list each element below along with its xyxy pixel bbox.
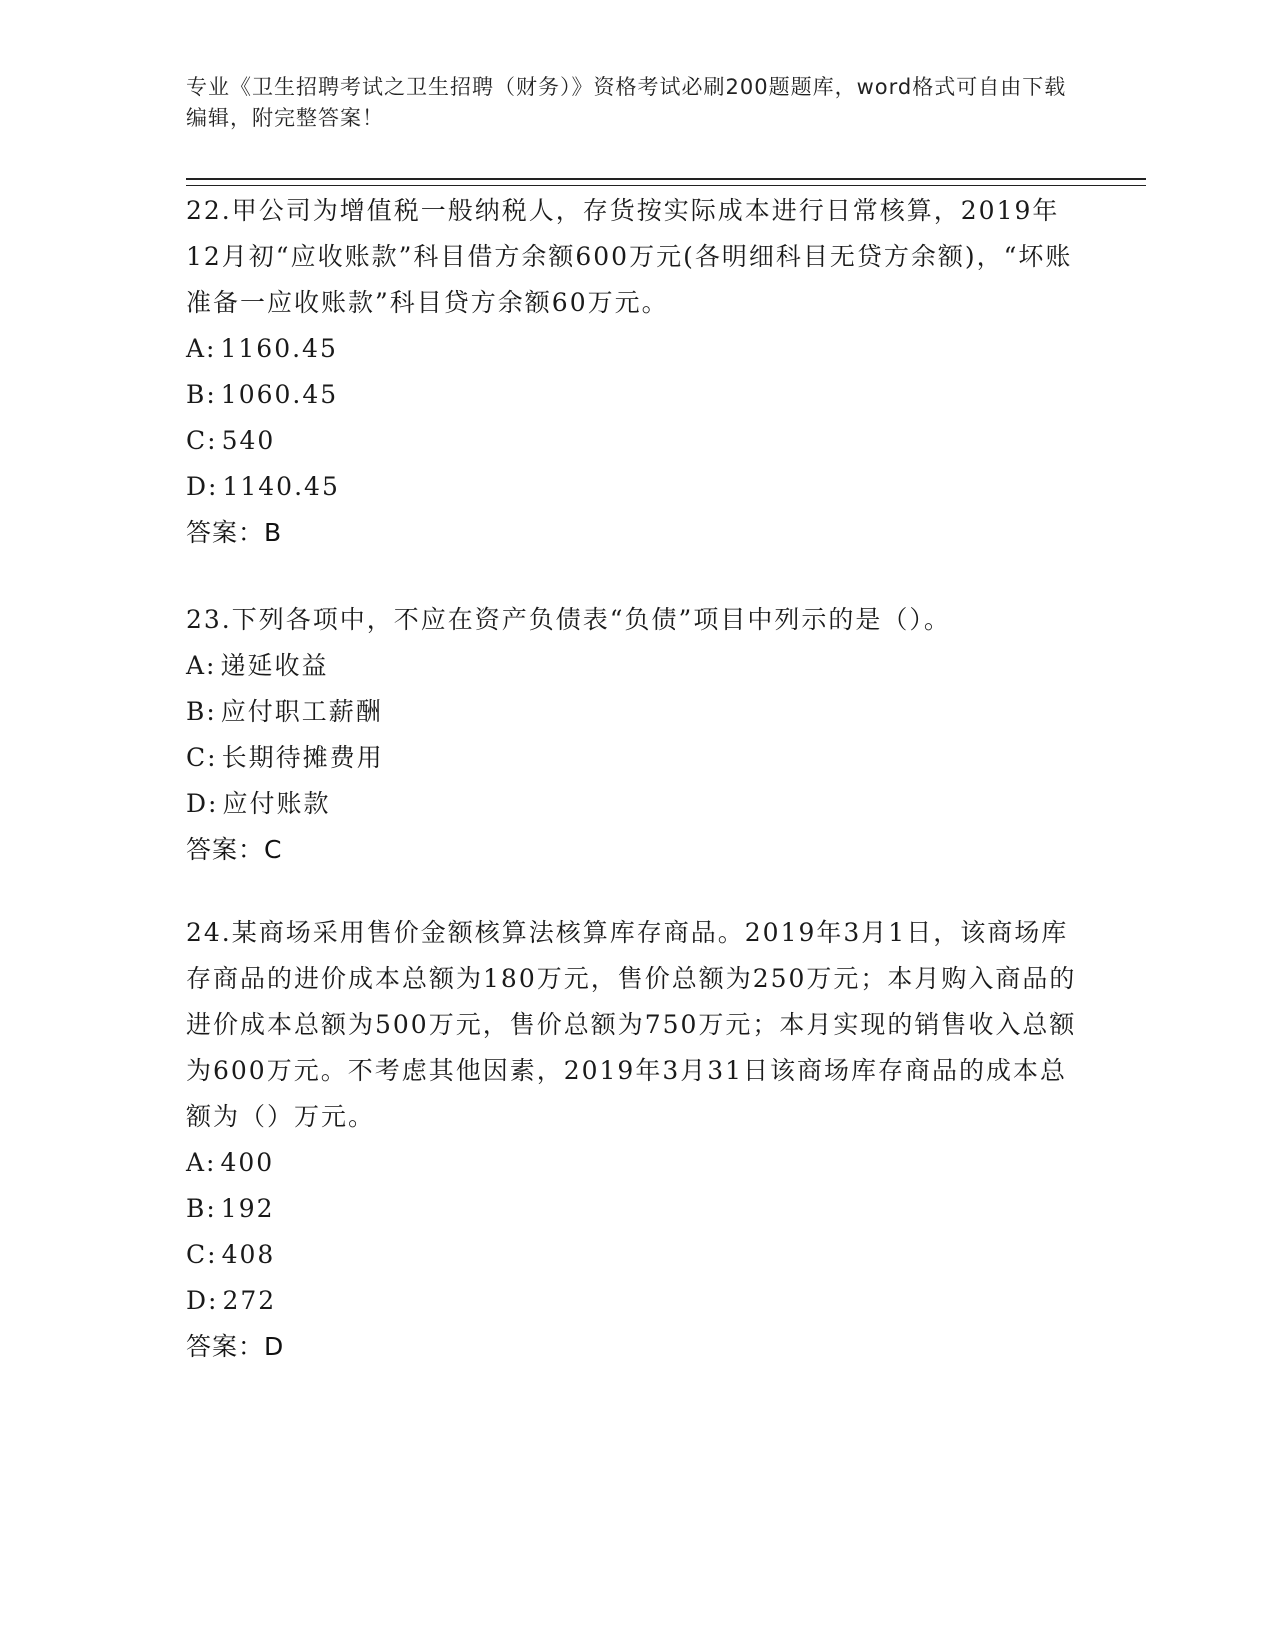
question-text: 22.甲公司为增值税一般纳税人，存货按实际成本进行日常核算，2019年12月初“应收账款”科目借方余额600万元(各明细科目无贷方余额)，“坏账准备一应收账款”科目贷方余额60万元。 [186,196,1073,317]
option-label: D: [186,1286,219,1315]
option-value: 1140.45 [222,472,340,501]
option-value: 长期待摊费用 [221,743,384,772]
option-c [186,735,1086,781]
option-d [186,781,1086,827]
option-label: B: [186,1194,217,1223]
option-b [186,689,1086,735]
option-value: 递延收益 [220,651,329,680]
option-label: B: [186,380,217,409]
answer: 答案：C [186,835,283,864]
option-b [186,1186,1086,1232]
option-label: C: [186,426,218,455]
option-label: C: [186,743,218,772]
option-value: 应付职工薪酬 [220,697,383,726]
option-value: 400 [220,1148,275,1177]
option-value: 应付账款 [222,789,331,818]
answer: 答案：D [186,1332,285,1361]
option-label: A: [186,334,217,363]
question-22 [186,188,1086,556]
option-value: 272 [222,1286,277,1315]
option-label: C: [186,1240,218,1269]
question-text: 24.某商场采用售价金额核算法核算库存商品。2019年3月1日，该商场库存商品的进价成本总额为180万元，售价总额为250万元；本月购入商品的进价成本总额为500万元，售价总额为750万元；本月实现的销售收入总额为600万元。不考虑其他因素，2019年3月31日该商场库存商品的成本总额为（）万元。 [186,918,1077,1131]
question-text: 23.下列各项中，不应在资产负债表“负债”项目中列示的是（）。 [186,605,951,634]
option-label: D: [186,472,219,501]
option-d [186,464,1086,510]
option-value: 1060.45 [220,380,339,409]
document-title: 专业《卫生招聘考试之卫生招聘（财务）》资格考试必刷200题题库，word格式可自由下载编辑，附完整答案！ [186,75,1067,130]
question-24 [186,910,1086,1370]
option-label: D: [186,789,219,818]
option-b [186,372,1086,418]
option-c [186,418,1086,464]
option-value: 192 [220,1194,275,1223]
option-label: B: [186,697,217,726]
option-a [186,643,1086,689]
question-23 [186,597,1086,873]
option-value: 1160.45 [220,334,338,363]
option-value: 540 [221,426,276,455]
option-d [186,1278,1086,1324]
header-divider [186,178,1146,186]
option-label: A: [186,651,217,680]
option-value: 408 [221,1240,276,1269]
option-c [186,1232,1086,1278]
option-a [186,326,1086,372]
option-label: A: [186,1148,217,1177]
option-a [186,1140,1086,1186]
answer: 答案：B [186,518,283,547]
